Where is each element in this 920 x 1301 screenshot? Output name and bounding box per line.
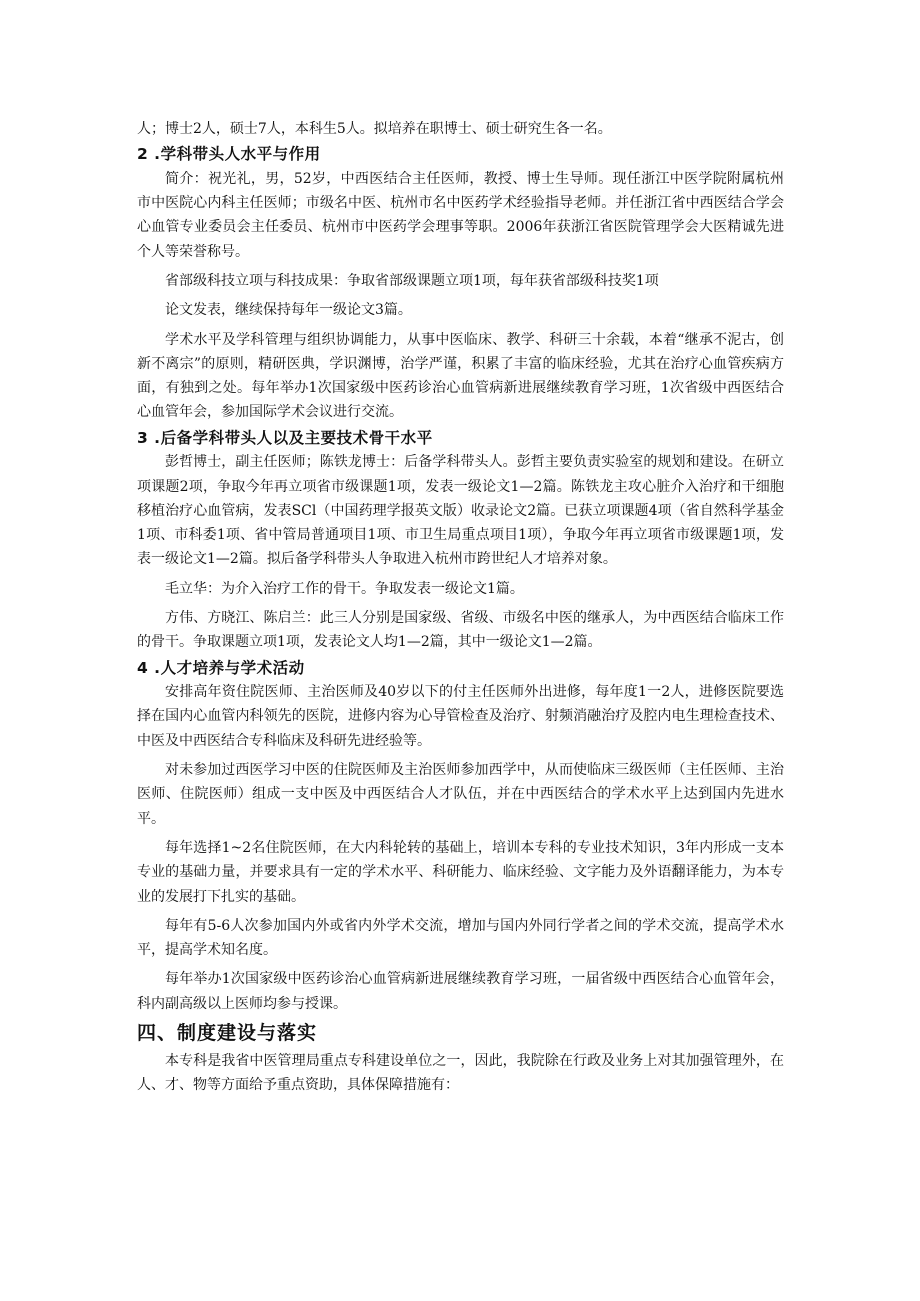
system-paragraph: 本专科是我省中医管理局重点专科建设单位之一，因此，我院除在行政及业务上对其加强管理外，在人、才、物等方面给予重点资助，具体保障措施有： [137,1053,784,1094]
training-paragraph-1: 安排高年资住院医师、主治医师及40岁以下的付主任医师外出进修，每年度1一2人，进修医院要选择在国内心血管内科领先的医院，进修内容为心导管检查及治疗、射频消融治疗及腔内电生理检查技术、中医及中西医结合专科临床及科研先进经验等。 [137,684,784,749]
backup-peng-paragraph: 彭哲博士，副主任医师；陈铁龙博士：后备学科带头人。彭哲主要负责实验室的规划和建设。在研立项课题2项，争取今年再立项省市级课题1项，发表一级论文1—2篇。陈铁龙主攻心脏介入治疗和干细胞移植治疗心血管病，发表SCl（中国药理学报英文版）收录论文2篇。已获立项课题4项（省自然科学基金1项、市科委1项、省中管局普通项目1项、市卫生局重点项目1项），争取今年再立项省市级课题1项，发表一级论文1—2篇。拟后备学科带头人争取进入杭州市跨世纪人才培养对象。 [137,454,784,568]
backup-mao-paragraph: 毛立华：为介入治疗工作的骨干。争取发表一级论文1篇。 [165,580,524,597]
leader-intro-paragraph: 简介：祝光礼，男，52岁，中西医结合主任医师，教授、博士生导师。现任浙江中医学院附属杭州市中医院心内科主任医师；市级名中医、杭州市名中医药学术经验指导老师。并任浙江省中西医结合学会心血管专业委员会主任委员、杭州市中医药学会理事等职。2006年获浙江省医院管理学会大医精诚先进个人等荣誉称号。 [137,170,784,260]
section-heading-training: 4 .人才培养与学术活动 [137,658,305,677]
training-paragraph-3: 每年选择1~2名住院医师，在大内科轮转的基础上，培训本专科的专业技术知识，3年内形成一支本专业的基础力量，并要求具有一定的学术水平、科研能力、临床经验、文字能力及外语翻译能力，为本专业的发展打下扎实的基础。 [137,839,784,905]
leader-projects-paragraph: 省部级科技立项与科技成果：争取省部级课题立项1项，每年获省部级科技奖1项 [165,272,659,289]
training-paragraph-2: 对未参加过西医学习中医的住院医师及主治医师参加西学中，从而使临床三级医师（主任医师、主治医师、住院医师）组成一支中医及中西医结合人才队伍，并在中西医结合的学术水平上达到国内先进水平。 [137,762,784,827]
training-paragraph-4: 每年有5-6人次参加国内外或省内外学术交流，增加与国内外同行学者之间的学术交流，提高学术水平，提高学术知名度。 [137,917,784,959]
chapter-heading-system: 四、制度建设与落实 [137,1022,318,1044]
leader-papers-paragraph: 论文发表，继续保持每年一级论文3篇。 [165,302,412,319]
section-heading-leader: 2 .学科带头人水平与作用 [137,145,321,164]
leader-academic-paragraph: 学术水平及学科管理与组织协调能力，从事中医临床、教学、科研三十余载，本着“继承不泥古，创新不离宗”的原则，精研医典，学识渊博，治学严谨，积累了丰富的临床经验，尤其在治疗心血管疾病方面，有独到之处。每年举办1次国家级中医药诊治心血管病新进展继续教育学习班，1次省级中西医结合心血管年会，参加国际学术会议进行交流。 [137,331,784,421]
section-heading-backup: 3 .后备学科带头人以及主要技术骨干水平 [137,428,433,447]
training-paragraph-5: 每年举办1次国家级中医药诊治心血管病新进展继续教育学习班，一届省级中西医结合心血管年会，科内副高级以上医师均参与授课。 [137,971,784,1012]
intro-paragraph: 人；博士2人，硕士7人，本科生5人。拟培养在职博士、硕士研究生各一名。 [137,121,612,137]
backup-fang-paragraph: 方伟、方晓江、陈启兰：此三人分别是国家级、省级、市级名中医的继承人，为中西医结合临床工作的骨干。争取课题立项1项，发表论文人均1—2篇，其中一级论文1—2篇。 [137,610,784,651]
